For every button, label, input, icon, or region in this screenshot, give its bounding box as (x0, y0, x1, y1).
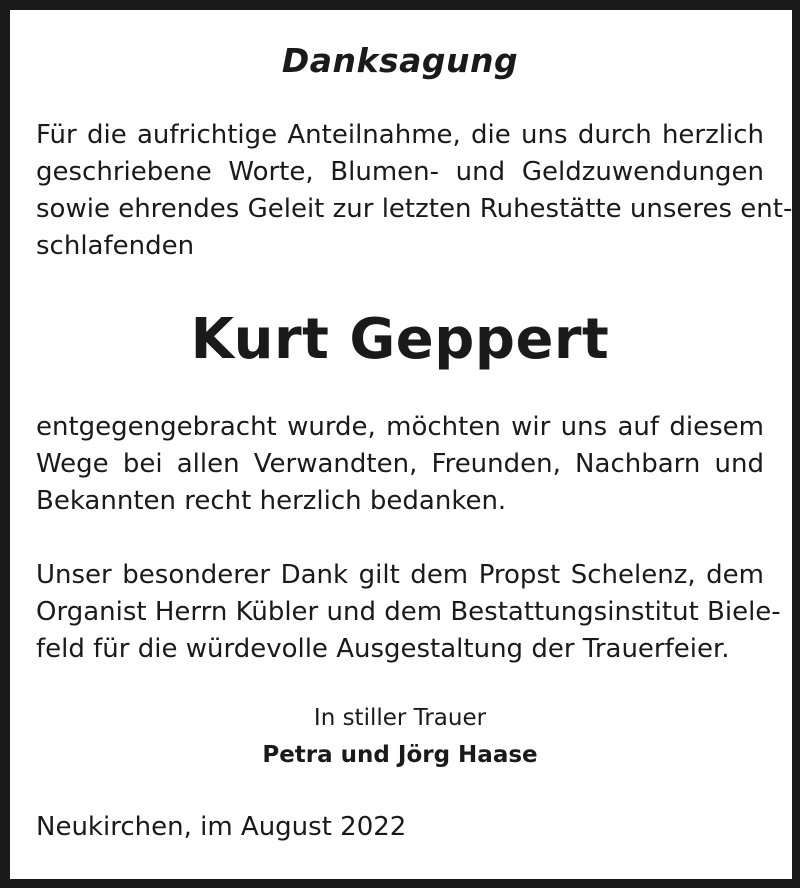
deceased-name: Kurt Geppert (190, 307, 610, 372)
thanks-line-3: Bekannten recht herzlich bedanken. (36, 486, 507, 516)
intro-line-2: geschriebene Worte, Blumen- und Geldzuwendungen (36, 157, 764, 187)
special-thanks-line-1: Unser besonderer Dank gilt dem Propst Schelenz, dem (36, 560, 764, 590)
intro-line-4: schlafenden (36, 231, 195, 261)
signers-names: Petra und Jörg Haase (262, 742, 538, 768)
notice-heading: Danksagung (281, 41, 519, 80)
special-thanks-line-3: feld für die würdevolle Ausgestaltung der Trauerfeier. (36, 634, 730, 664)
mourning-phrase: In stiller Trauer (313, 705, 487, 731)
intro-line-1: Für die aufrichtige Anteilnahme, die uns durch herzlich (36, 120, 764, 150)
thanks-line-1: entgegengebracht wurde, möchten wir uns auf diesem (36, 412, 764, 442)
intro-line-3: sowie ehrendes Geleit zur letzten Ruhestätte unseres ent- (36, 194, 793, 224)
place-and-date: Neukirchen, im August 2022 (36, 812, 407, 842)
special-thanks-line-2: Organist Herrn Kübler und dem Bestattungsinstitut Biele- (36, 597, 781, 627)
thanks-line-2: Wege bei allen Verwandten, Freunden, Nachbarn und (36, 449, 764, 479)
